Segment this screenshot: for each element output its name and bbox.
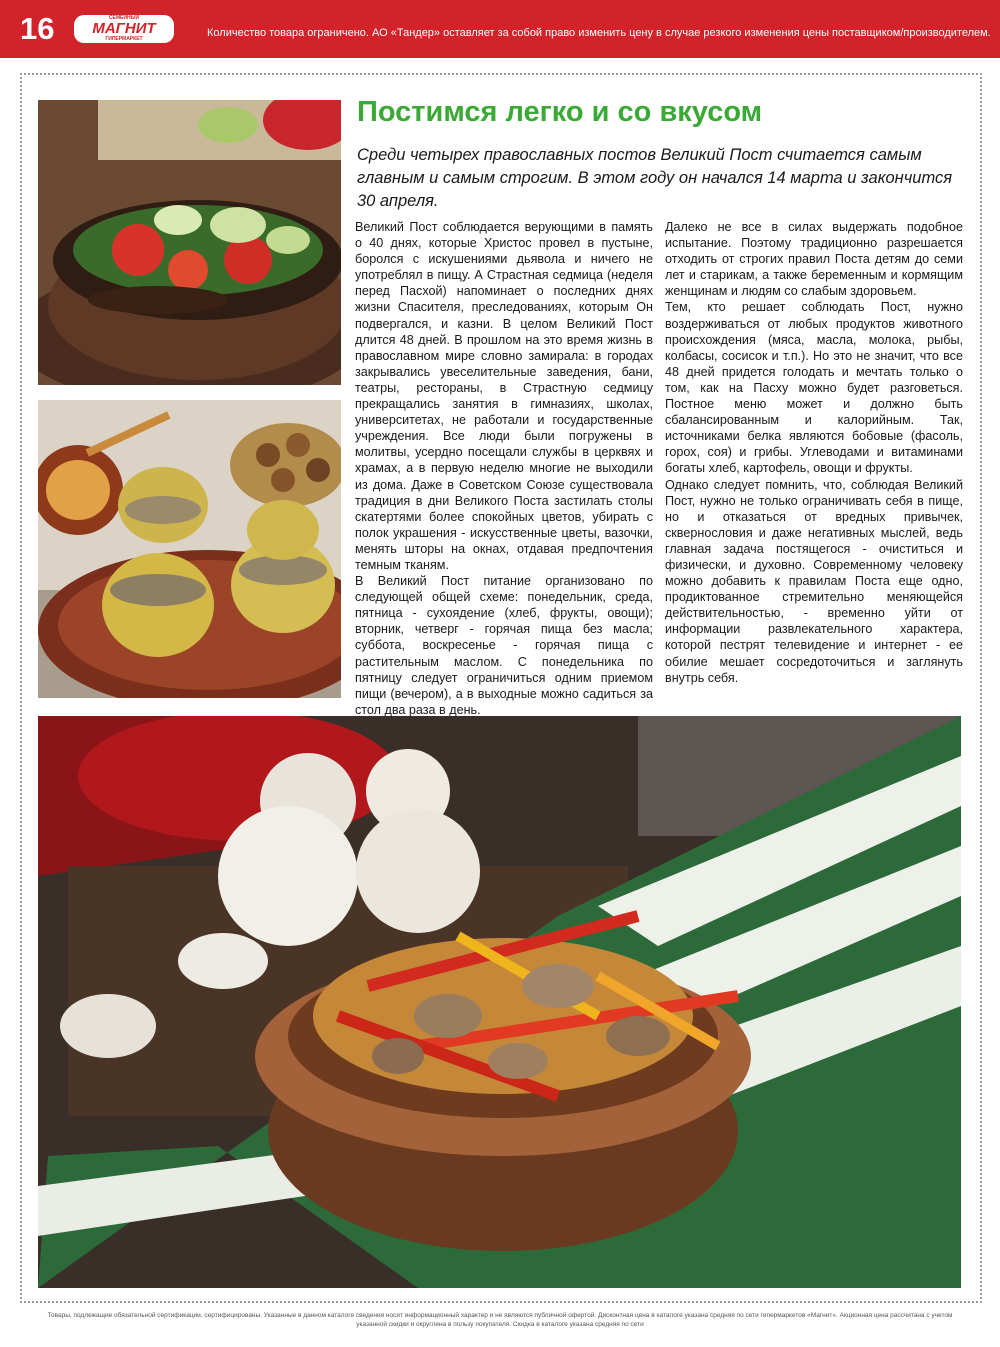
legal-footnote: Товары, подлежащие обязательной сертификации, сертифицированы. Указанные в данном каталоге сведения носят информационный характер и не являются публичной офертой. Дисконтная цена в каталоге указана средняя по сети гипермаркетов «Магнит». Акционная цена рассчитана с учетом указанной скидки и округлена в пользу покупателя. Скидка в каталоге указана средняя по сети (47, 1312, 953, 1328)
logo-bottom-line: ГИПЕРМАРКЕТ (105, 36, 143, 42)
article-title: Постимся легко и со вкусом (357, 96, 763, 128)
paragraph: Далеко не все в силах выдержать подобное испытание. Поэтому традиционно разрешается отходить от строгих правил Поста детям до семи лет и старикам, а также беременным и кормящим женщинам и людям со слабым здоровьем. (665, 220, 963, 299)
header-notice: Количество товара ограничено. АО «Тандер» оставляет за собой право изменить цену в случае резкого изменения цены поставщиком/производителем. (207, 27, 991, 39)
paragraph: Тем, кто решает соблюдать Пост, нужно воздерживаться от любых продуктов животного происхождения (мяса, масла, молока, рыбы, колбасы, сосисок и т.п.). Но это не значит, что все 48 дней придется голодать и мечтать только о том, как на Пасху можно будет разговеться. Постное меню может и должно быть сбалансированным и калорийным. Так, источниками белка являются бобовые (фасоль, горох, соя) и грибы. Углеводами и витаминами богаты хлеб, картофель, овощи и фрукты. (665, 300, 963, 476)
mushroom-dish-photo (38, 716, 961, 1288)
header-bar (0, 0, 1000, 58)
article-lead: Среди четырех православных постов Великий Пост считается самым главным и самым строгим. В этом году он начался 14 марта и закончится 30 апреля. (357, 146, 953, 210)
magnit-logo (74, 15, 174, 43)
paragraph: В Великий Пост питание организовано по следующей общей схеме: понедельник, среда, пятница - сухоядение (хлеб, фрукты, овощи); вторник, четверг - горячая пища без масла; суббота, воскресенье - горячая пища с растительным маслом. С понедельника по пятницу следует ограничиться одним приемом пищи (вечером), а в выходные можно садиться за стол два раза в день. (355, 574, 653, 717)
paragraph: Однако следует помнить, что, соблюдая Великий Пост, нужно не только ограничивать себя в пище, но и отказаться от вредных привычек, сквернословия и даже негативных мыслей, ведь главная задача постящегося - очиститься и физически, и духовно. Современному человеку можно добавить к правилам Поста еще одно, продиктованное стремительно меняющейся действительностью, - временно уйти от информации развлекательного характера, которой пестрят телевидение и интернет - ее обилие мешает сосредоточиться и заглянуть внутрь себя. (665, 477, 963, 685)
stuffed-apples-photo (38, 400, 341, 698)
article-column-1 (355, 219, 653, 718)
salad-photo (38, 100, 341, 385)
logo-top-line: СЕМЕЙНЫЙ (108, 15, 140, 21)
page-number: 16 (20, 11, 55, 46)
logo-main: МАГНИТ (92, 20, 156, 37)
paragraph: Великий Пост соблюдается верующими в память о 40 днях, которые Христос провел в пустыне, боролся с искушениями дьявола и ничего не употреблял в пищу. А Страстная седмица (неделя перед Пасхой) напоминает о последних днях жизни Спасителя, преследованиях, которым Он подвергался, и казни. В целом Великий Пост длится 48 дней. В прошлом на это время жизнь в православном мире словно замирала: в городах закрывались увеселительные заведения, бани, театры, рестораны, в Страстную седмицу прекращались занятия в гимназиях, школах, университетах, не работали и государственные учреждения. Все люди были погружены в молитвы, усердно посещали службы в церквях и храмах, а в первую неделю многие не выходили из дома. Даже в Советском Союзе существовала традиция в дни Великого Поста застилать столы скатертями более спокойных цветов, убирать с полок украшения - искусственные цветы, вазочки, менять шторы на окнах, отдавая предпочтения темным тканям. (355, 220, 653, 572)
article-column-2 (665, 219, 963, 686)
